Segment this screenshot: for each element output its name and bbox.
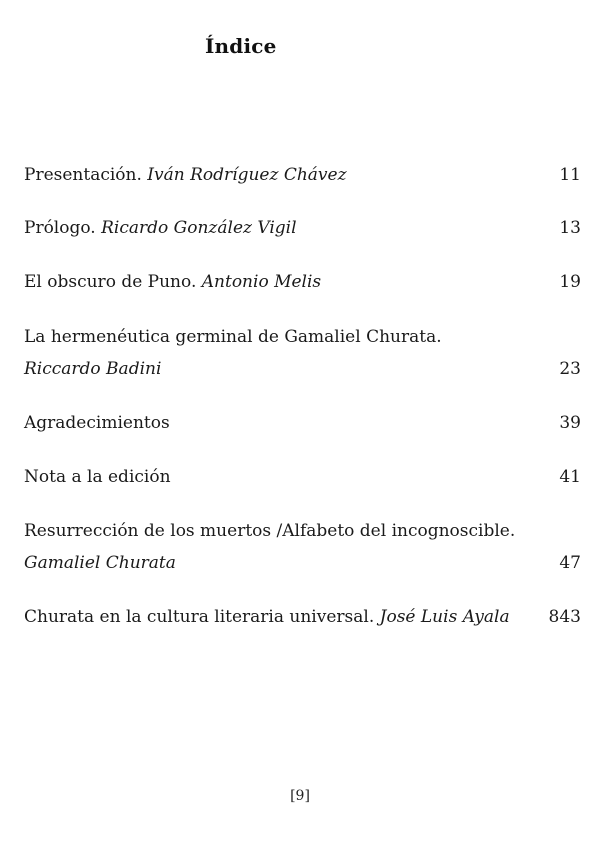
toc-line bbox=[24, 163, 581, 187]
toc-line bbox=[24, 605, 581, 629]
toc-entry-page: 23 bbox=[559, 359, 581, 379]
toc-entry bbox=[24, 519, 581, 575]
toc-entry bbox=[24, 270, 581, 294]
toc-line bbox=[24, 270, 581, 294]
toc-entry bbox=[24, 325, 581, 381]
toc-entry-text: Resurrección de los muertos /Alfabeto del incognoscible. bbox=[24, 521, 516, 541]
toc-entry bbox=[24, 163, 581, 187]
toc-entry-text: Prólogo. bbox=[24, 218, 96, 238]
toc-line bbox=[24, 216, 581, 240]
page-title: Índice bbox=[205, 34, 277, 58]
toc-entry-author: Ricardo González Vigil bbox=[101, 218, 297, 238]
toc-line bbox=[24, 325, 581, 349]
toc-entry-author: Gamaliel Churata bbox=[24, 553, 176, 573]
toc-entry bbox=[24, 216, 581, 240]
toc-entry-page: 13 bbox=[559, 218, 581, 238]
toc-entry-author: Riccardo Badini bbox=[24, 359, 162, 379]
toc-entry-author: José Luis Ayala bbox=[379, 607, 510, 627]
toc-entry-label bbox=[24, 163, 347, 187]
toc-entry-author: Iván Rodríguez Chávez bbox=[147, 165, 347, 185]
toc-entry-text: El obscuro de Puno. bbox=[24, 272, 197, 292]
toc-entry-page: 19 bbox=[559, 272, 581, 292]
toc-entry-label bbox=[24, 216, 297, 240]
toc-line bbox=[24, 411, 581, 435]
toc-entry-text: Nota a la edición bbox=[24, 467, 171, 487]
toc-entry-text: Agradecimientos bbox=[24, 413, 170, 433]
toc-entry-label bbox=[24, 270, 321, 294]
toc-line bbox=[24, 465, 581, 489]
toc-line bbox=[24, 519, 581, 543]
page-number-footer: [9] bbox=[290, 788, 310, 804]
toc-entry-text: La hermenéutica germinal de Gamaliel Churata. bbox=[24, 327, 442, 347]
toc-entry-author: Antonio Melis bbox=[201, 272, 322, 292]
toc-entry bbox=[24, 605, 581, 629]
toc-entry-label bbox=[24, 605, 510, 629]
toc-entry-page: 39 bbox=[559, 413, 581, 433]
toc-line bbox=[24, 551, 581, 575]
toc-entry-page: 47 bbox=[559, 553, 581, 573]
toc-entry-page: 41 bbox=[559, 467, 581, 487]
toc-entry-page: 843 bbox=[548, 607, 581, 627]
toc-entry bbox=[24, 411, 581, 435]
toc-line bbox=[24, 357, 581, 381]
toc-entry-text: Churata en la cultura literaria universal. bbox=[24, 607, 375, 627]
toc-entry-page: 11 bbox=[559, 165, 581, 185]
toc-entry-text: Presentación. bbox=[24, 165, 142, 185]
toc-entry bbox=[24, 465, 581, 489]
